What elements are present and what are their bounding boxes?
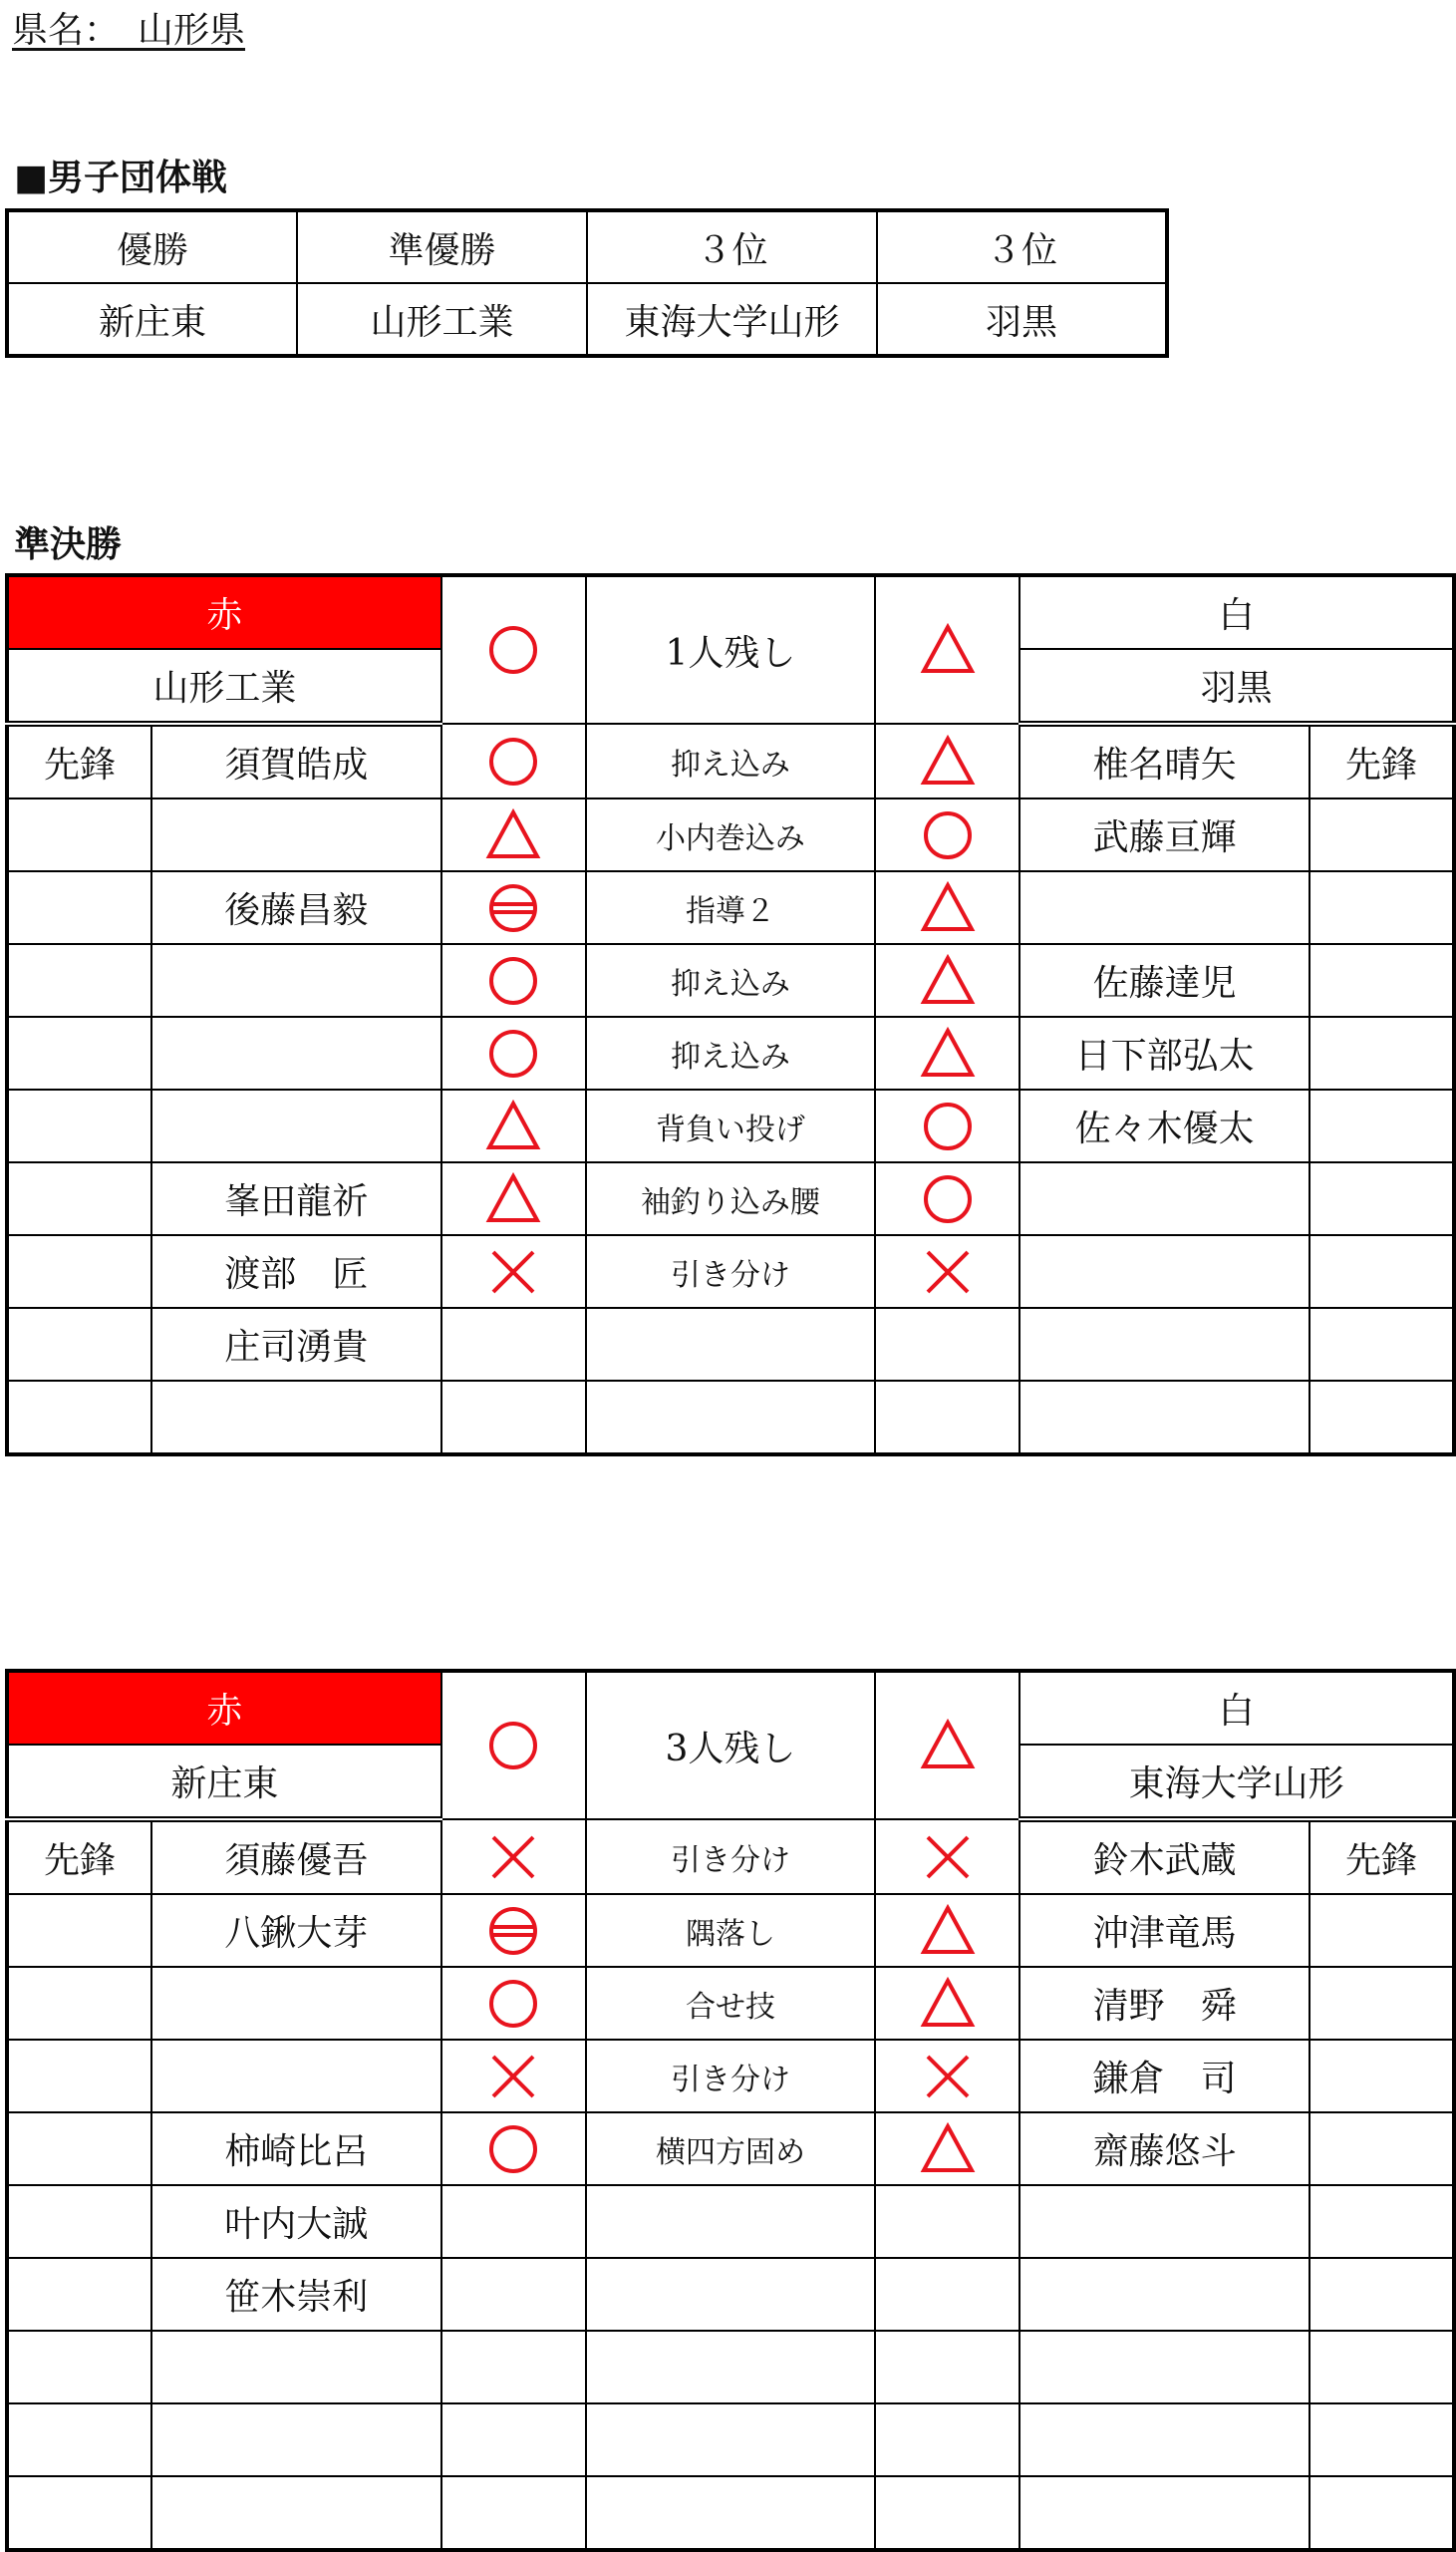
red-bout-result	[441, 2040, 586, 2112]
red-player: 八鍬大芽	[151, 1894, 441, 1967]
red-position	[7, 1894, 151, 1967]
red-bout-result	[441, 1090, 586, 1162]
cross-icon	[485, 2049, 541, 2104]
red-player	[151, 1017, 441, 1090]
white-player: 沖津竜馬	[1019, 1894, 1310, 1967]
bout-row	[7, 1381, 1454, 1454]
winners-table	[5, 208, 1169, 358]
white-player	[1019, 871, 1310, 944]
bout-row	[7, 2185, 1454, 2258]
red-position	[7, 1967, 151, 2040]
white-position: 先鋒	[1310, 724, 1454, 798]
red-bout-result	[441, 1819, 586, 1894]
match-header-row	[7, 1671, 1454, 1745]
white-player	[1019, 1381, 1310, 1454]
red-bout-result	[441, 2331, 586, 2403]
winners-team-row	[7, 283, 1167, 356]
white-bout-result	[875, 1381, 1019, 1454]
prefecture-label: 県名： 山形県	[12, 10, 246, 51]
circle-icon	[485, 1976, 541, 2032]
technique	[586, 2258, 876, 2331]
red-player: 叶内大誠	[151, 2185, 441, 2258]
red-position: 先鋒	[7, 1819, 151, 1894]
triangle-icon	[485, 1099, 541, 1154]
technique: 抑え込み	[586, 944, 876, 1017]
bout-row	[7, 2331, 1454, 2403]
semifinal-heading: 準決勝	[14, 524, 123, 565]
white-bout-result	[875, 2331, 1019, 2403]
red-position	[7, 1090, 151, 1162]
winner-header: ３位	[587, 210, 877, 283]
white-position	[1310, 1162, 1454, 1235]
white-player: 椎名晴矢	[1019, 724, 1310, 798]
bout-row	[7, 724, 1454, 798]
red-bout-result	[441, 1162, 586, 1235]
bout-row	[7, 1017, 1454, 1090]
technique: 隅落し	[586, 1894, 876, 1967]
red-team-name: 新庄東	[7, 1745, 441, 1819]
white-player	[1019, 2476, 1310, 2550]
winner-team: 山形工業	[297, 283, 587, 356]
red-player: 渡部 匠	[151, 1235, 441, 1308]
match-table	[5, 1669, 1456, 2552]
white-player: 清野 舜	[1019, 1967, 1310, 2040]
match-result: 3人残し	[586, 1671, 876, 1819]
white-bout-result	[875, 2185, 1019, 2258]
red-position	[7, 1017, 151, 1090]
white-position	[1310, 2258, 1454, 2331]
red-bout-result	[441, 2185, 586, 2258]
triangle-icon	[485, 1171, 541, 1227]
red-position	[7, 2185, 151, 2258]
white-position	[1310, 1090, 1454, 1162]
red-bout-result	[441, 2112, 586, 2185]
technique	[586, 2476, 876, 2550]
triangle-icon	[920, 1976, 976, 2032]
triangle-icon	[920, 953, 976, 1009]
circle-icon	[920, 1099, 976, 1154]
bout-row	[7, 2403, 1454, 2476]
team-white-result	[875, 575, 1019, 724]
bout-row	[7, 2040, 1454, 2112]
bout-row	[7, 1308, 1454, 1381]
winner-team: 新庄東	[7, 283, 297, 356]
red-position	[7, 2403, 151, 2476]
white-bout-result	[875, 2403, 1019, 2476]
triangle-icon	[920, 1903, 976, 1959]
white-position	[1310, 1235, 1454, 1308]
circle-icon	[485, 622, 541, 678]
circle-icon	[485, 734, 541, 790]
cross-icon	[485, 1829, 541, 1885]
red-bout-result	[441, 2258, 586, 2331]
red-position	[7, 2476, 151, 2550]
triangle-icon	[920, 880, 976, 936]
technique: 袖釣り込み腰	[586, 1162, 876, 1235]
red-bout-result	[441, 1967, 586, 2040]
triangle-icon	[920, 1026, 976, 1082]
technique: 小内巻込み	[586, 798, 876, 871]
white-position	[1310, 1381, 1454, 1454]
bout-row	[7, 2258, 1454, 2331]
technique	[586, 1381, 876, 1454]
shido-icon	[485, 1903, 541, 1959]
red-bout-result	[441, 1308, 586, 1381]
white-player	[1019, 2258, 1310, 2331]
bout-row	[7, 2112, 1454, 2185]
white-player	[1019, 2331, 1310, 2403]
cross-icon	[920, 1244, 976, 1300]
technique	[586, 2403, 876, 2476]
white-bout-result	[875, 1308, 1019, 1381]
white-bout-result	[875, 944, 1019, 1017]
white-player: 齋藤悠斗	[1019, 2112, 1310, 2185]
white-bout-result	[875, 2112, 1019, 2185]
white-position	[1310, 2403, 1454, 2476]
red-player	[151, 1381, 441, 1454]
bout-row	[7, 1235, 1454, 1308]
white-player	[1019, 1162, 1310, 1235]
white-bout-result	[875, 2258, 1019, 2331]
white-position	[1310, 871, 1454, 944]
red-position	[7, 871, 151, 944]
white-side-label: 白	[1019, 575, 1454, 649]
red-bout-result	[441, 944, 586, 1017]
white-position	[1310, 2331, 1454, 2403]
red-position	[7, 2112, 151, 2185]
red-player	[151, 1967, 441, 2040]
circle-icon	[485, 2121, 541, 2177]
white-player	[1019, 2403, 1310, 2476]
red-player	[151, 2403, 441, 2476]
red-bout-result	[441, 1017, 586, 1090]
white-bout-result	[875, 1162, 1019, 1235]
technique	[586, 1308, 876, 1381]
white-position: 先鋒	[1310, 1819, 1454, 1894]
match-header-row	[7, 575, 1454, 649]
circle-icon	[920, 807, 976, 863]
circle-icon	[485, 1026, 541, 1082]
winner-team: 東海大学山形	[587, 283, 877, 356]
triangle-icon	[485, 807, 541, 863]
winner-header: 優勝	[7, 210, 297, 283]
white-player: 佐藤達児	[1019, 944, 1310, 1017]
team-section-heading: ■男子団体戦	[14, 158, 228, 198]
bout-row	[7, 1894, 1454, 1967]
red-bout-result	[441, 1235, 586, 1308]
cross-icon	[485, 1244, 541, 1300]
circle-icon	[920, 1171, 976, 1227]
red-player	[151, 1090, 441, 1162]
white-bout-result	[875, 871, 1019, 944]
match-table	[5, 573, 1456, 1456]
red-player	[151, 2040, 441, 2112]
red-position	[7, 1308, 151, 1381]
bout-row	[7, 798, 1454, 871]
white-bout-result	[875, 798, 1019, 871]
technique	[586, 2331, 876, 2403]
winners-header-row	[7, 210, 1167, 283]
red-position	[7, 1235, 151, 1308]
team-white-result	[875, 1671, 1019, 1819]
white-position	[1310, 2476, 1454, 2550]
white-bout-result	[875, 2040, 1019, 2112]
white-bout-result	[875, 2476, 1019, 2550]
red-bout-result	[441, 2403, 586, 2476]
white-position	[1310, 2040, 1454, 2112]
red-position	[7, 2331, 151, 2403]
red-side-label: 赤	[7, 1671, 441, 1745]
winner-header: ３位	[877, 210, 1167, 283]
white-position	[1310, 944, 1454, 1017]
match-result: 1人残し	[586, 575, 876, 724]
white-position	[1310, 1894, 1454, 1967]
red-player: 須藤優吾	[151, 1819, 441, 1894]
red-player	[151, 2476, 441, 2550]
white-player: 鎌倉 司	[1019, 2040, 1310, 2112]
circle-icon	[485, 1718, 541, 1773]
technique: 抑え込み	[586, 1017, 876, 1090]
white-player	[1019, 1308, 1310, 1381]
shido-icon	[485, 880, 541, 936]
team-red-result	[441, 1671, 586, 1819]
red-player: 庄司湧貴	[151, 1308, 441, 1381]
white-bout-result	[875, 1090, 1019, 1162]
white-bout-result	[875, 1967, 1019, 2040]
red-bout-result	[441, 871, 586, 944]
circle-icon	[485, 953, 541, 1009]
white-bout-result	[875, 1894, 1019, 1967]
red-player	[151, 2331, 441, 2403]
technique: 引き分け	[586, 2040, 876, 2112]
red-player	[151, 798, 441, 871]
red-player: 須賀皓成	[151, 724, 441, 798]
winner-header: 準優勝	[297, 210, 587, 283]
red-position	[7, 2258, 151, 2331]
bout-row	[7, 1162, 1454, 1235]
white-player: 佐々木優太	[1019, 1090, 1310, 1162]
technique: 抑え込み	[586, 724, 876, 798]
red-team-name: 山形工業	[7, 649, 441, 724]
technique	[586, 2185, 876, 2258]
triangle-icon	[920, 2121, 976, 2177]
white-position	[1310, 2112, 1454, 2185]
white-position	[1310, 1308, 1454, 1381]
triangle-icon	[920, 734, 976, 790]
white-team-name: 羽黒	[1019, 649, 1454, 724]
white-player: 武藤亘輝	[1019, 798, 1310, 871]
red-position	[7, 1381, 151, 1454]
bout-row	[7, 2476, 1454, 2550]
white-player	[1019, 1235, 1310, 1308]
technique: 引き分け	[586, 1235, 876, 1308]
bout-row	[7, 944, 1454, 1017]
red-player: 後藤昌毅	[151, 871, 441, 944]
white-bout-result	[875, 1819, 1019, 1894]
red-bout-result	[441, 798, 586, 871]
red-bout-result	[441, 1381, 586, 1454]
white-position	[1310, 1967, 1454, 2040]
red-position	[7, 944, 151, 1017]
red-position	[7, 1162, 151, 1235]
technique: 引き分け	[586, 1819, 876, 1894]
bout-row	[7, 1967, 1454, 2040]
white-bout-result	[875, 1017, 1019, 1090]
red-bout-result	[441, 1894, 586, 1967]
white-position	[1310, 798, 1454, 871]
bout-row	[7, 1090, 1454, 1162]
cross-icon	[920, 2049, 976, 2104]
technique: 背負い投げ	[586, 1090, 876, 1162]
white-player: 日下部弘太	[1019, 1017, 1310, 1090]
white-bout-result	[875, 724, 1019, 798]
white-position	[1310, 2185, 1454, 2258]
red-player	[151, 944, 441, 1017]
red-position	[7, 798, 151, 871]
red-position: 先鋒	[7, 724, 151, 798]
red-side-label: 赤	[7, 575, 441, 649]
red-bout-result	[441, 724, 586, 798]
white-player	[1019, 2185, 1310, 2258]
white-team-name: 東海大学山形	[1019, 1745, 1454, 1819]
red-player: 峯田龍祈	[151, 1162, 441, 1235]
red-bout-result	[441, 2476, 586, 2550]
technique: 横四方固め	[586, 2112, 876, 2185]
white-player: 鈴木武蔵	[1019, 1819, 1310, 1894]
white-position	[1310, 1017, 1454, 1090]
winner-team: 羽黒	[877, 283, 1167, 356]
technique: 指導２	[586, 871, 876, 944]
white-bout-result	[875, 1235, 1019, 1308]
bout-row	[7, 871, 1454, 944]
cross-icon	[920, 1829, 976, 1885]
bout-row	[7, 1819, 1454, 1894]
technique: 合せ技	[586, 1967, 876, 2040]
red-position	[7, 2040, 151, 2112]
team-red-result	[441, 575, 586, 724]
white-side-label: 白	[1019, 1671, 1454, 1745]
red-player: 柿崎比呂	[151, 2112, 441, 2185]
triangle-icon	[920, 622, 976, 678]
red-player: 笹木崇利	[151, 2258, 441, 2331]
triangle-icon	[920, 1718, 976, 1773]
